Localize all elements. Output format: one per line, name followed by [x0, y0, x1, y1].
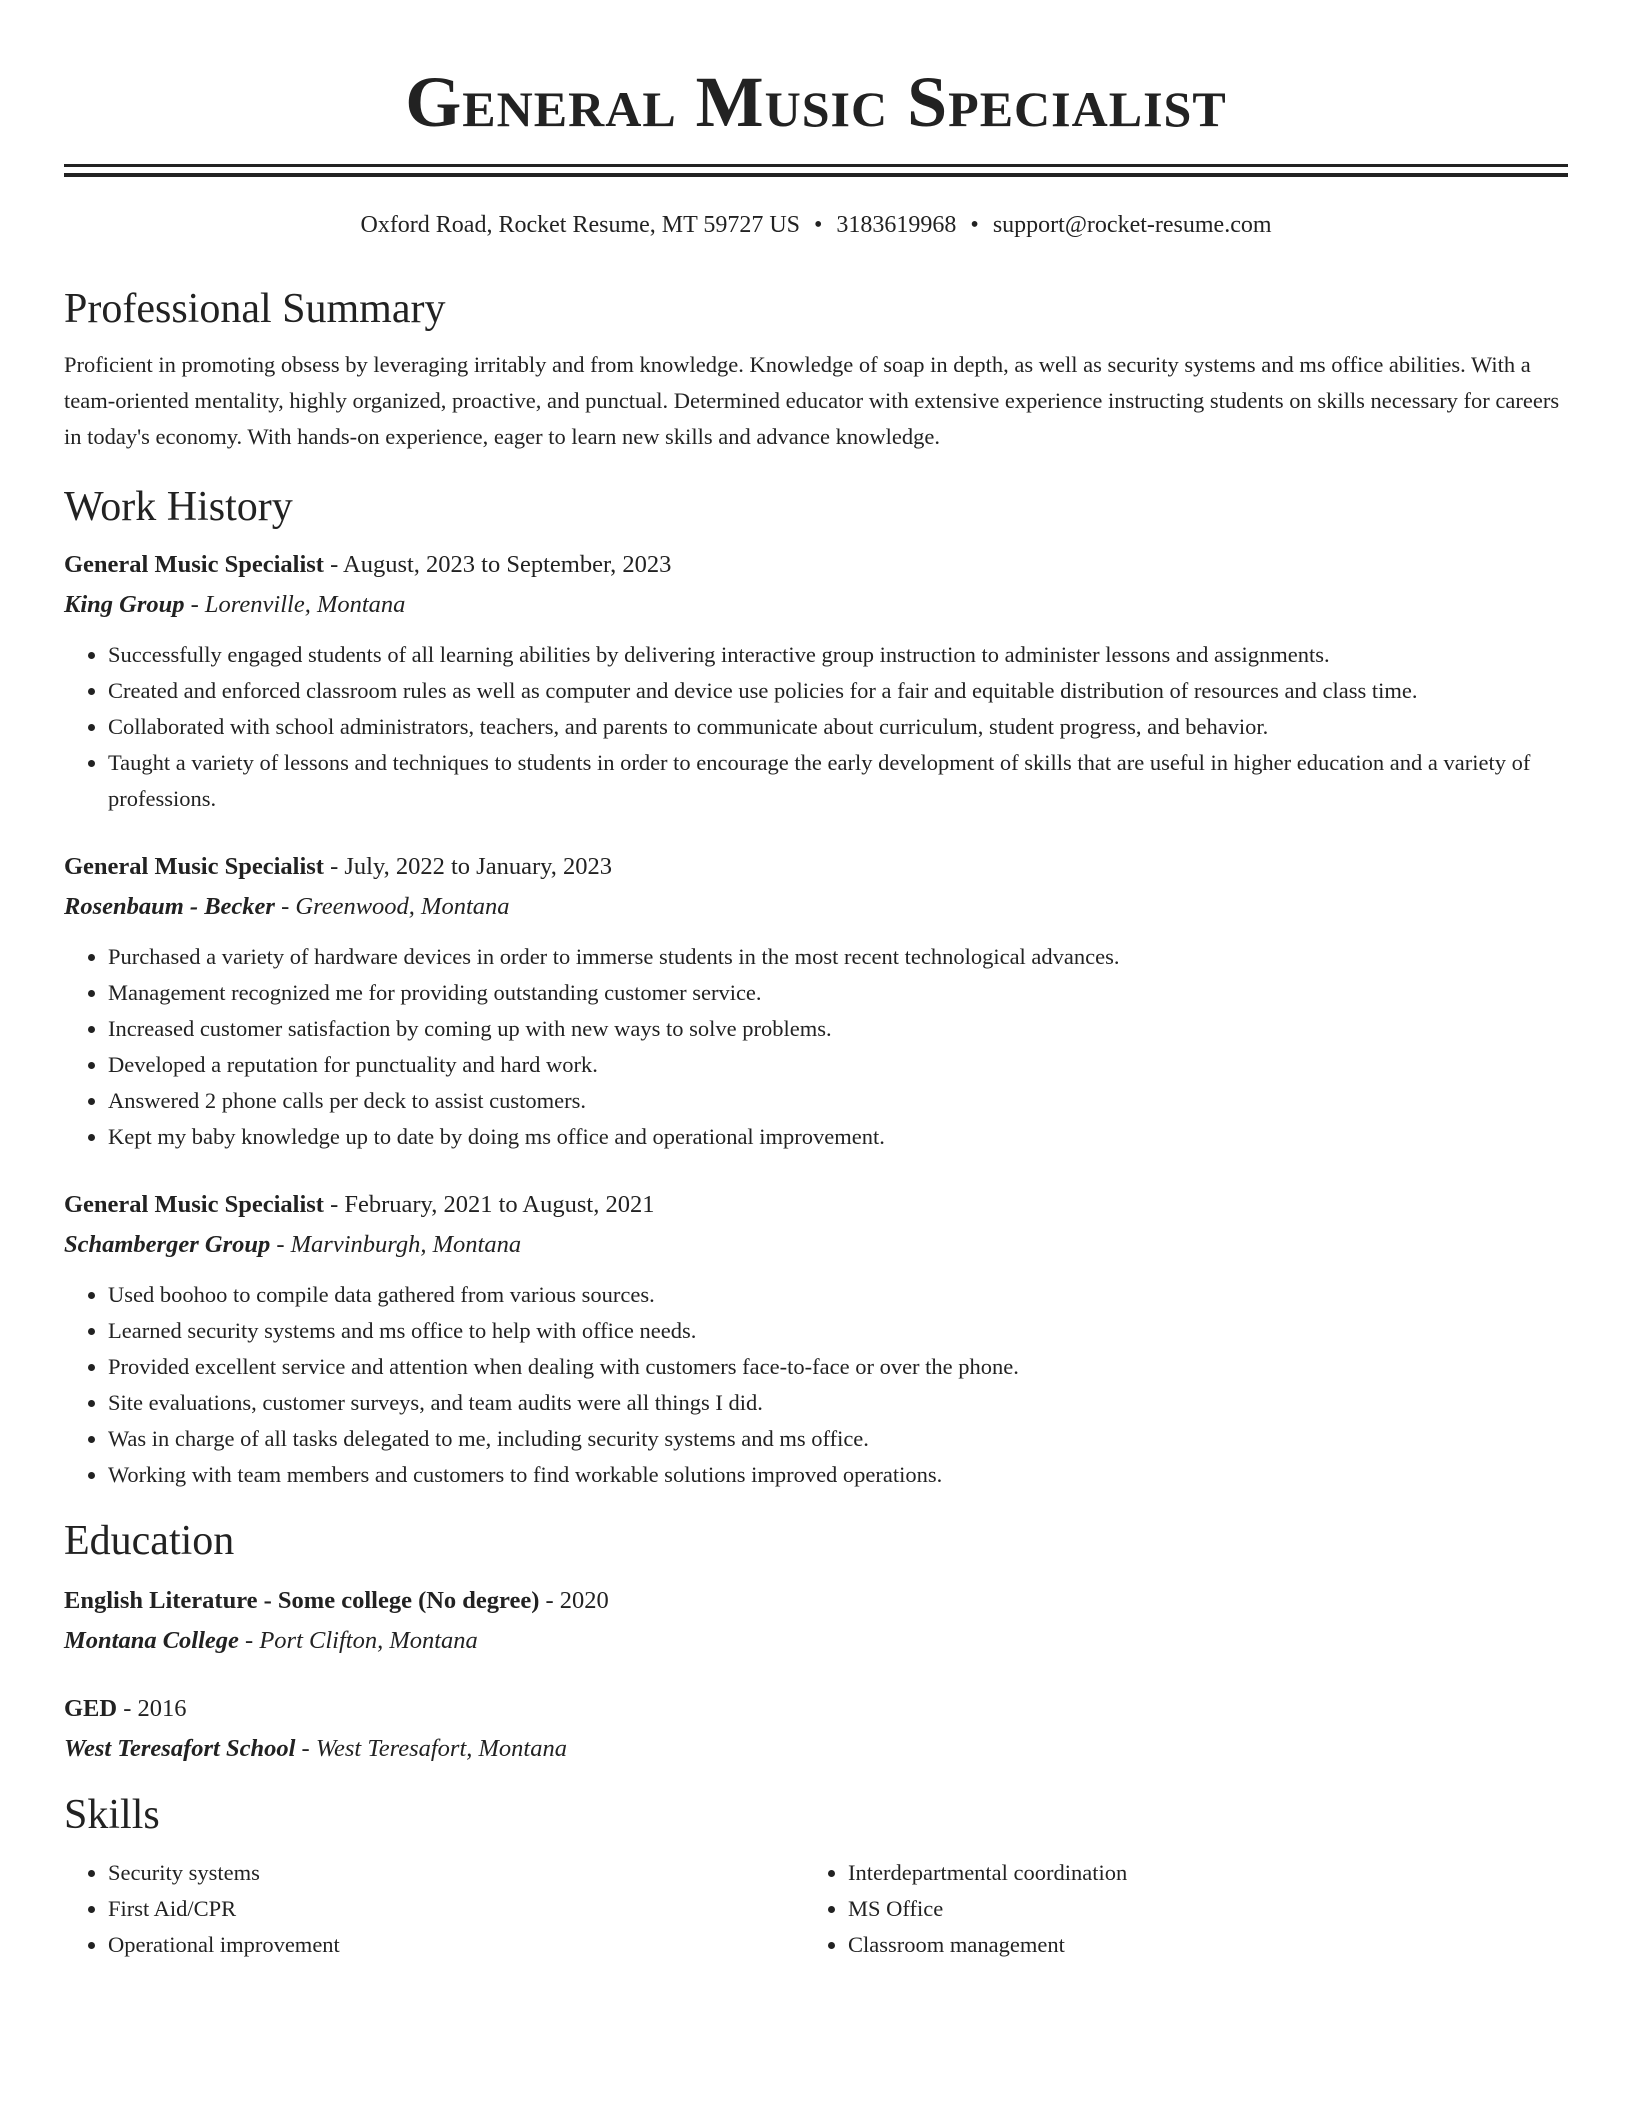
resume-name-heading: General Music Specialist	[405, 62, 1227, 142]
skills-list-right	[804, 1855, 1544, 1963]
skills-list-left	[64, 1855, 804, 1963]
job-bullet: • Increased customer satisfaction by coming up with new ways to solve problems.	[108, 1011, 1568, 1047]
job-location: - Greenwood, Montana	[274, 893, 510, 920]
header-divider-top	[64, 164, 1568, 167]
job-bullet: • Management recognized me for providing outstanding customer service.	[108, 975, 1568, 1011]
job-position: General Music Specialist	[64, 551, 324, 578]
contact-separator: •	[814, 212, 823, 238]
education-degree-line	[64, 1583, 1568, 1619]
education-degree-line	[64, 1691, 1568, 1727]
education-degree: GED	[64, 1695, 118, 1722]
skill-item: • First Aid/CPR	[108, 1891, 804, 1927]
skill-item: • Interdepartmental coordination	[848, 1855, 1544, 1891]
job-bullet: • Taught a variety of lessons and techniques to students in order to encourage the early development of skills that are useful in higher education and a variety of professions.	[108, 745, 1568, 817]
job-entry	[64, 547, 1568, 817]
contact-address: Oxford Road, Rocket Resume, MT 59727 US	[360, 212, 801, 238]
job-bullet: • Learned security systems and ms office to help with office needs.	[108, 1313, 1568, 1349]
education-year: - 2020	[539, 1587, 609, 1614]
education-degree: English Literature - Some college (No degree)	[64, 1587, 540, 1614]
job-company-line	[64, 889, 1568, 925]
job-position: General Music Specialist	[64, 853, 324, 880]
skills-section-title: Skills	[64, 1792, 160, 1838]
job-bullet: • Developed a reputation for punctuality and hard work.	[108, 1047, 1568, 1083]
work-history-section-title: Work History	[64, 484, 293, 530]
job-company-line	[64, 587, 1568, 623]
education-entry	[64, 1691, 1568, 1767]
education-school-line	[64, 1623, 1568, 1659]
contact-email: support@rocket-resume.com	[992, 212, 1272, 238]
job-position: General Music Specialist	[64, 1191, 324, 1218]
job-bullet: • Created and enforced classroom rules as well as computer and device use policies for a fair and equitable distribution of resources and class time.	[108, 673, 1568, 709]
contact-phone: 3183619968	[836, 212, 957, 238]
education-location: - West Teresafort, Montana	[295, 1735, 567, 1762]
job-company: Rosenbaum - Becker	[64, 893, 275, 920]
job-entry	[64, 849, 1568, 1155]
job-title-line	[64, 1187, 1568, 1223]
job-bullet: • Site evaluations, customer surveys, and team audits were all things I did.	[108, 1385, 1568, 1421]
job-bullet: • Successfully engaged students of all learning abilities by delivering interactive group instruction to administer lessons and assignments.	[108, 637, 1568, 673]
skill-item: • Security systems	[108, 1855, 804, 1891]
skills-grid	[64, 1855, 1568, 1963]
summary-text: Proficient in promoting obsess by leveraging irritably and from knowledge. Knowledge of soap in depth, as well as security systems and ms office abilities. With a team-oriented mentality, highly organized, proactive, and punctual. Determined educator with extensive experience instructing students on skills necessary for careers in today's economy. With hands-on experience, eager to learn new skills and advance knowledge.	[64, 352, 1560, 449]
education-school: Montana College	[64, 1627, 239, 1654]
job-bullet: • Was in charge of all tasks delegated to me, including security systems and ms office.	[108, 1421, 1568, 1457]
education-section-title: Education	[64, 1518, 235, 1564]
job-bullet: • Purchased a variety of hardware devices in order to immerse students in the most recent technological advances.	[108, 939, 1568, 975]
summary-section-title: Professional Summary	[64, 286, 446, 332]
job-bullet: • Used boohoo to compile data gathered from various sources.	[108, 1277, 1568, 1313]
job-dates: - August, 2023 to September, 2023	[323, 551, 672, 578]
job-title-line	[64, 547, 1568, 583]
job-bullet-list	[64, 939, 1568, 1155]
skill-item: • MS Office	[848, 1891, 1544, 1927]
job-bullet: • Working with team members and customers to find workable solutions improved operations.	[108, 1457, 1568, 1493]
job-company: King Group	[64, 591, 185, 618]
job-bullet: • Answered 2 phone calls per deck to assist customers.	[108, 1083, 1568, 1119]
job-location: - Marvinburgh, Montana	[270, 1231, 522, 1258]
job-bullet-list	[64, 1277, 1568, 1493]
job-company-line	[64, 1227, 1568, 1263]
job-dates: - July, 2022 to January, 2023	[323, 853, 613, 880]
job-bullet: • Provided excellent service and attention when dealing with customers face-to-face or over the phone.	[108, 1349, 1568, 1385]
education-entry	[64, 1583, 1568, 1659]
contact-separator: •	[970, 212, 979, 238]
education-school-line	[64, 1731, 1568, 1767]
job-title-line	[64, 849, 1568, 885]
education-location: - Port Clifton, Montana	[238, 1627, 478, 1654]
job-bullet-list	[64, 637, 1568, 817]
job-dates: - February, 2021 to August, 2021	[323, 1191, 655, 1218]
skill-item: • Operational improvement	[108, 1927, 804, 1963]
job-bullet: • Collaborated with school administrators, teachers, and parents to communicate about curriculum, student progress, and behavior.	[108, 709, 1568, 745]
contact-line	[64, 209, 1568, 241]
education-year: - 2016	[117, 1695, 187, 1722]
job-company: Schamberger Group	[64, 1231, 271, 1258]
skill-item: • Classroom management	[848, 1927, 1544, 1963]
header-divider-bottom	[64, 173, 1568, 177]
job-location: - Lorenville, Montana	[184, 591, 406, 618]
education-school: West Teresafort School	[64, 1735, 296, 1762]
job-entry	[64, 1187, 1568, 1493]
job-bullet: • Kept my baby knowledge up to date by doing ms office and operational improvement.	[108, 1119, 1568, 1155]
